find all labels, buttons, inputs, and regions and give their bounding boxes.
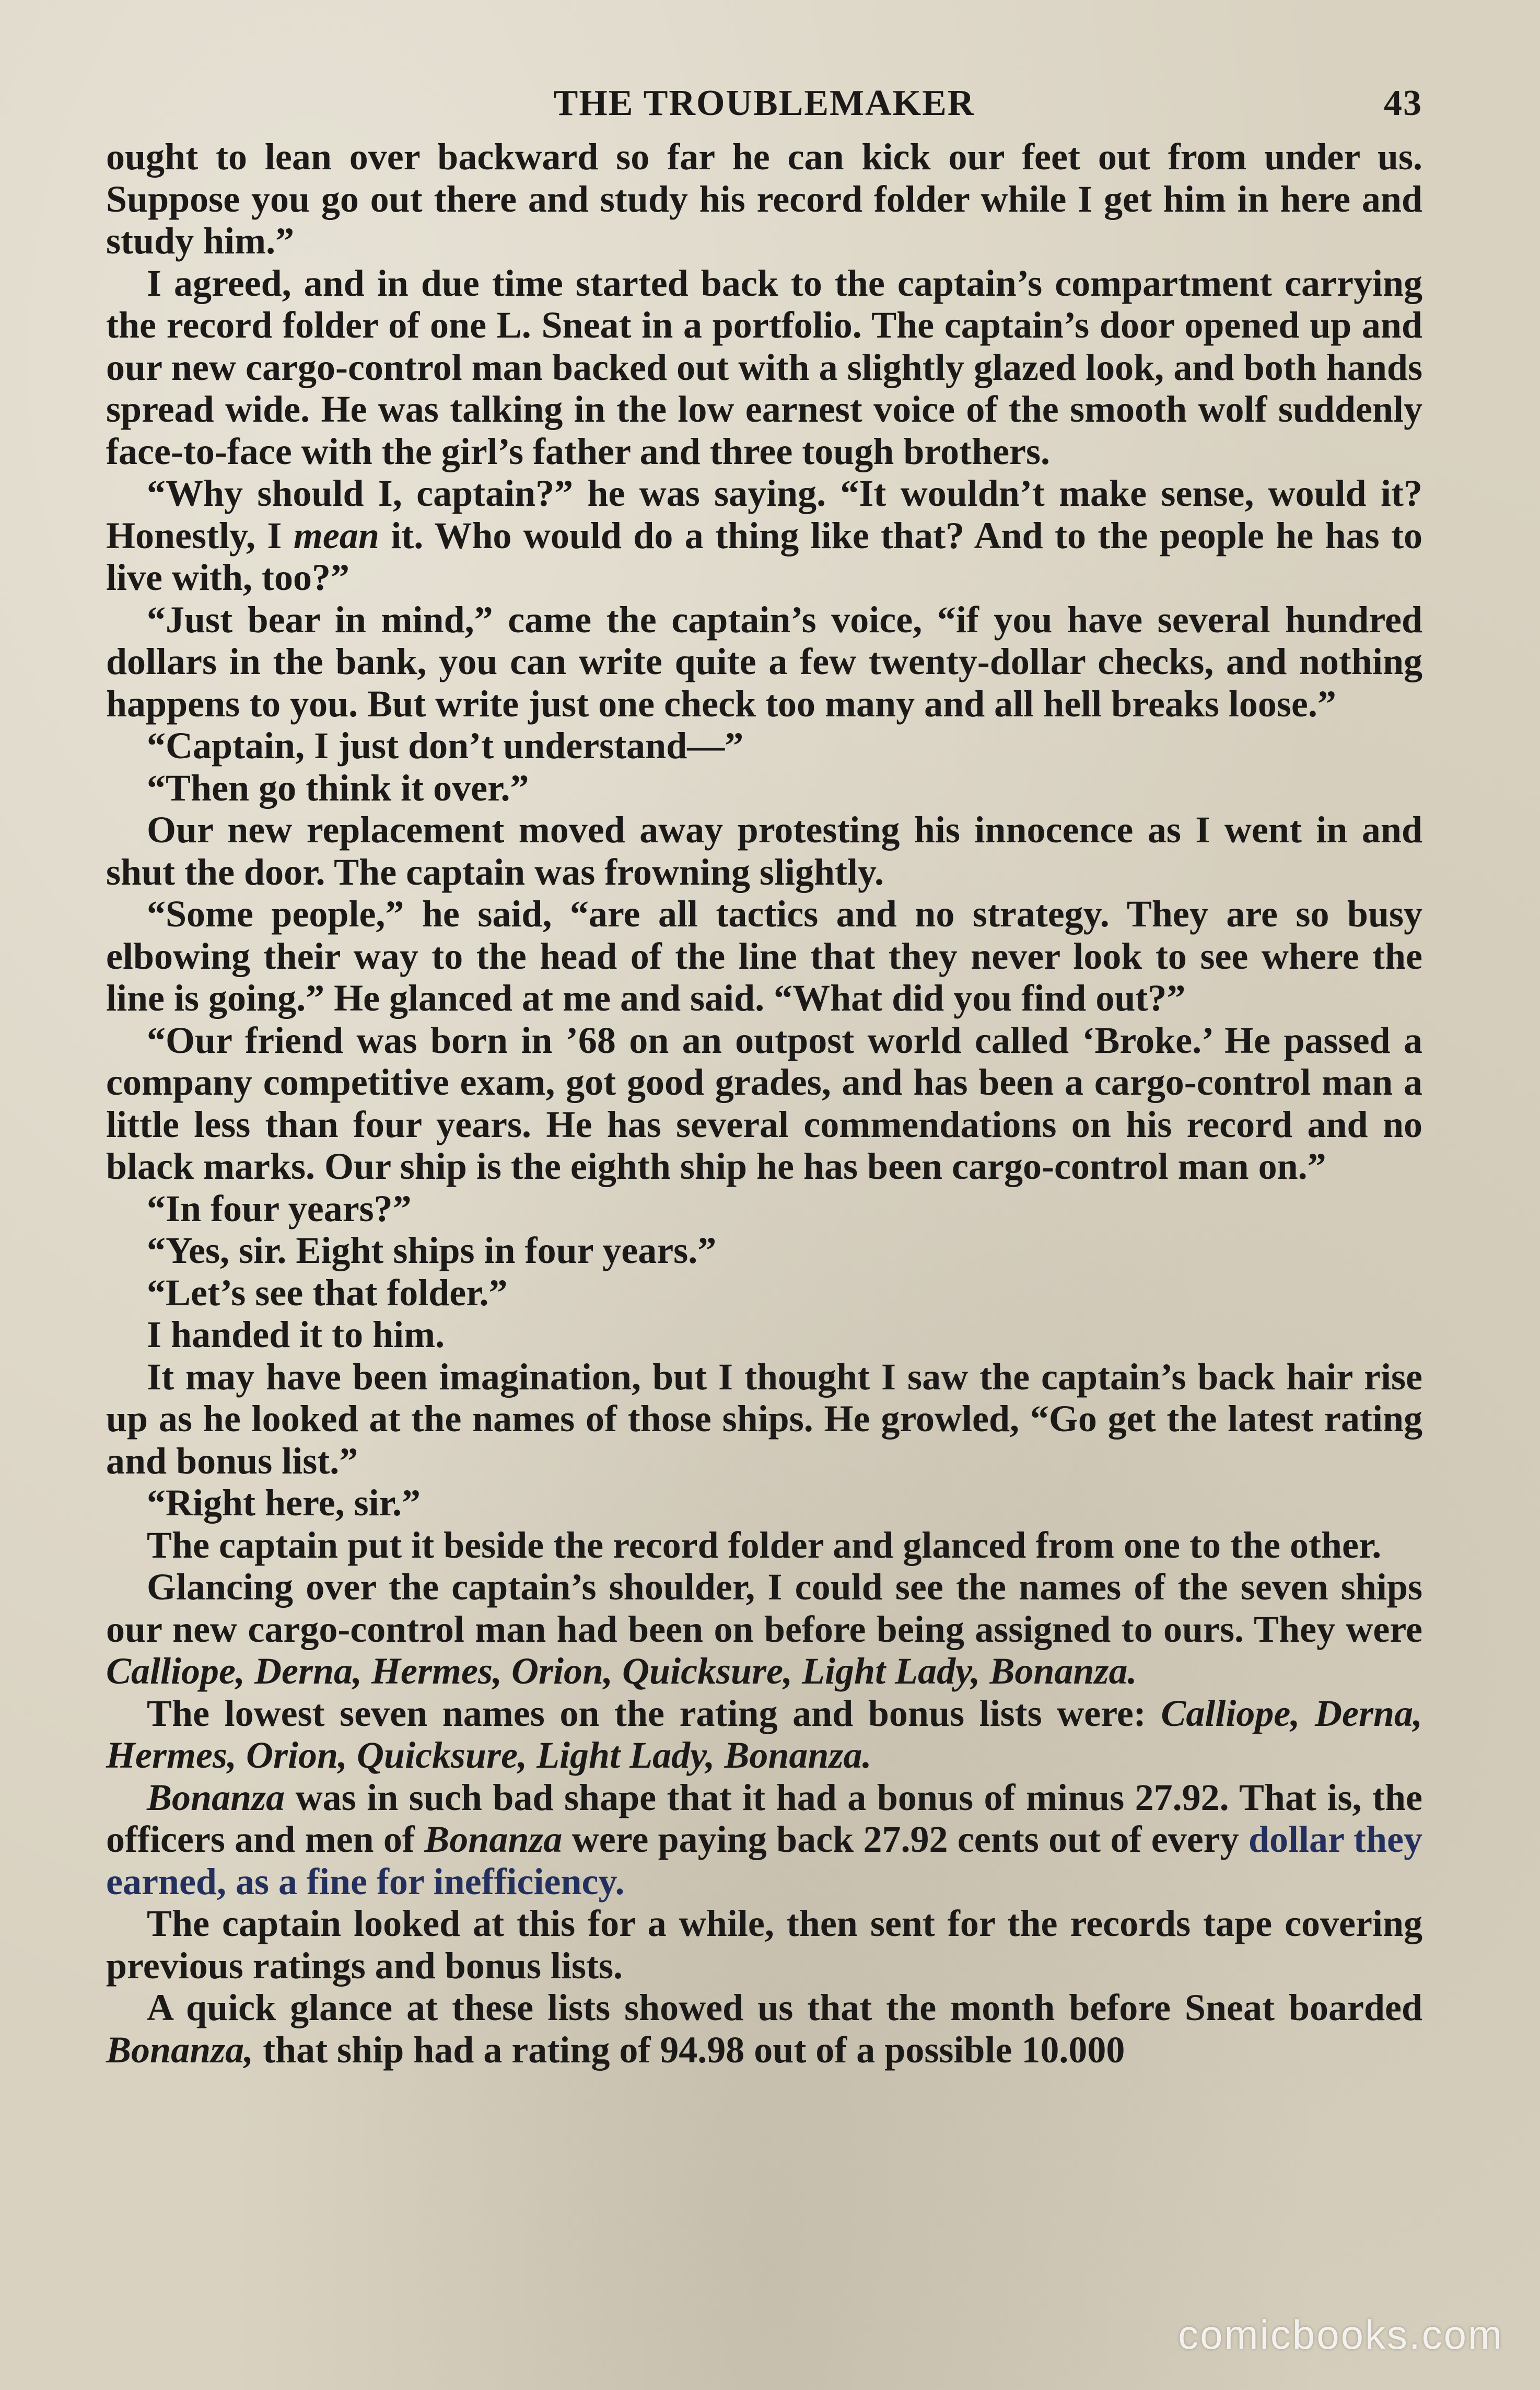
running-title: THE TROUBLEMAKER — [553, 83, 975, 123]
paragraph: “Yes, sir. Eight ships in four years.” — [147, 1229, 717, 1271]
paragraph-text: The lowest seven names on the rating and bonus lists were: — [147, 1692, 1161, 1734]
paragraph-text: “Why should I, captain?” he was saying. “It wouldn’t make sense, would it? Honestly, I — [106, 472, 1422, 556]
paragraph: It may have been imagination, but I thought I saw the captain’s back hair rise up as he looked at the names of those ships. He growled, “Go get the latest rating and bonus list.” — [106, 1355, 1422, 1482]
paragraph — [106, 1566, 1422, 1692]
ship-name: Bonanza — [424, 1818, 563, 1860]
paragraph — [106, 1777, 1422, 1903]
body-text — [106, 136, 1422, 2071]
paragraph-text: that ship had a rating of 94.98 out of a possible 10.000 — [253, 2028, 1125, 2071]
running-head — [106, 78, 1422, 136]
ship-names: Calliope, Derna, Hermes, Orion, Quicksure, Light Lady, Bonanza. — [106, 1650, 1137, 1692]
emphasis-text: mean — [293, 514, 379, 556]
paragraph: Our new replacement moved away protesting his innocence as I went in and shut the door. The captain was frowning slightly. — [106, 809, 1422, 893]
paragraph — [106, 1692, 1422, 1777]
paragraph: “Our friend was born in ’68 on an outpost world called ‘Broke.’ He passed a company competitive exam, got good grades, and has been a cargo-control man a little less than four years. He has several commendations on his record and no black marks. Our ship is the eighth ship he has been cargo-control man on.” — [106, 1019, 1422, 1187]
paragraph: The captain put it beside the record folder and glanced from one to the other. — [147, 1524, 1382, 1566]
paragraph: I handed it to him. — [147, 1314, 445, 1355]
page-number: 43 — [1384, 83, 1422, 123]
paragraph-text: it. Who would do a thing like that? And to the people he has to live with, too?” — [106, 514, 1422, 598]
paragraph-text: were paying back 27.92 cents out of every — [562, 1818, 1249, 1860]
ship-name: Bonanza — [147, 1776, 285, 1818]
ship-name: Bonanza, — [106, 2028, 254, 2071]
paragraph-text: Glancing over the captain’s shoulder, I could see the names of the seven ships our new cargo-control man had been on before being assigned to ours. They were — [106, 1566, 1422, 1650]
paragraph — [106, 1987, 1422, 2071]
paragraph: “Captain, I just don’t understand—” — [147, 725, 744, 767]
paragraph-text: was in such bad shape that it had a bonus of minus 27.92. That is, the officers and men of — [106, 1776, 1422, 1860]
paragraph: “Right here, sir.” — [147, 1482, 421, 1524]
paragraph-text: A quick glance at these lists showed us that the month before Sneat boarded — [147, 1987, 1422, 2028]
paragraph: “Then go think it over.” — [147, 767, 529, 809]
paragraph: “Some people,” he said, “are all tactics and no strategy. They are so busy elbowing their way to the head of the line that they never look to see where the line is going.” He glanced at me and said. “What did you find out?” — [106, 893, 1422, 1019]
paragraph: I agreed, and in due time started back to the captain’s compartment carrying the record folder of one L. Sneat in a portfolio. The captain’s door opened up and our new cargo-control man backed out with a slightly glazed look, and both hands spread wide. He was talking in the low earnest voice of the smooth wolf suddenly face-to-face with the girl’s father and three tough brothers. — [106, 262, 1422, 472]
ship-names: Calliope, Derna, Hermes, Orion, Quicksure, Light Lady, Bonanza. — [106, 1692, 1423, 1776]
paragraph: “Just bear in mind,” came the captain’s voice, “if you have several hundred dollars in the bank, you can write quite a few twenty-dollar checks, and nothing happens to you. But write just one check too many and all hell breaks loose.” — [106, 598, 1422, 725]
paragraph: ought to lean over backward so far he can kick our feet out from under us. Suppose you go out there and study his record folder while I get him in here and study him.” — [106, 136, 1422, 262]
paragraph — [106, 472, 1422, 599]
book-page — [106, 78, 1422, 2320]
paragraph: “Let’s see that folder.” — [147, 1271, 508, 1314]
paragraph: “In four years?” — [147, 1187, 412, 1229]
watermark: comicbooks.com — [1178, 2312, 1503, 2358]
paragraph-text-faded: dollar they earned, as a fine for inefficiency. — [106, 1818, 1422, 1902]
paragraph: The captain looked at this for a while, then sent for the records tape covering previous ratings and bonus lists. — [106, 1902, 1422, 1987]
